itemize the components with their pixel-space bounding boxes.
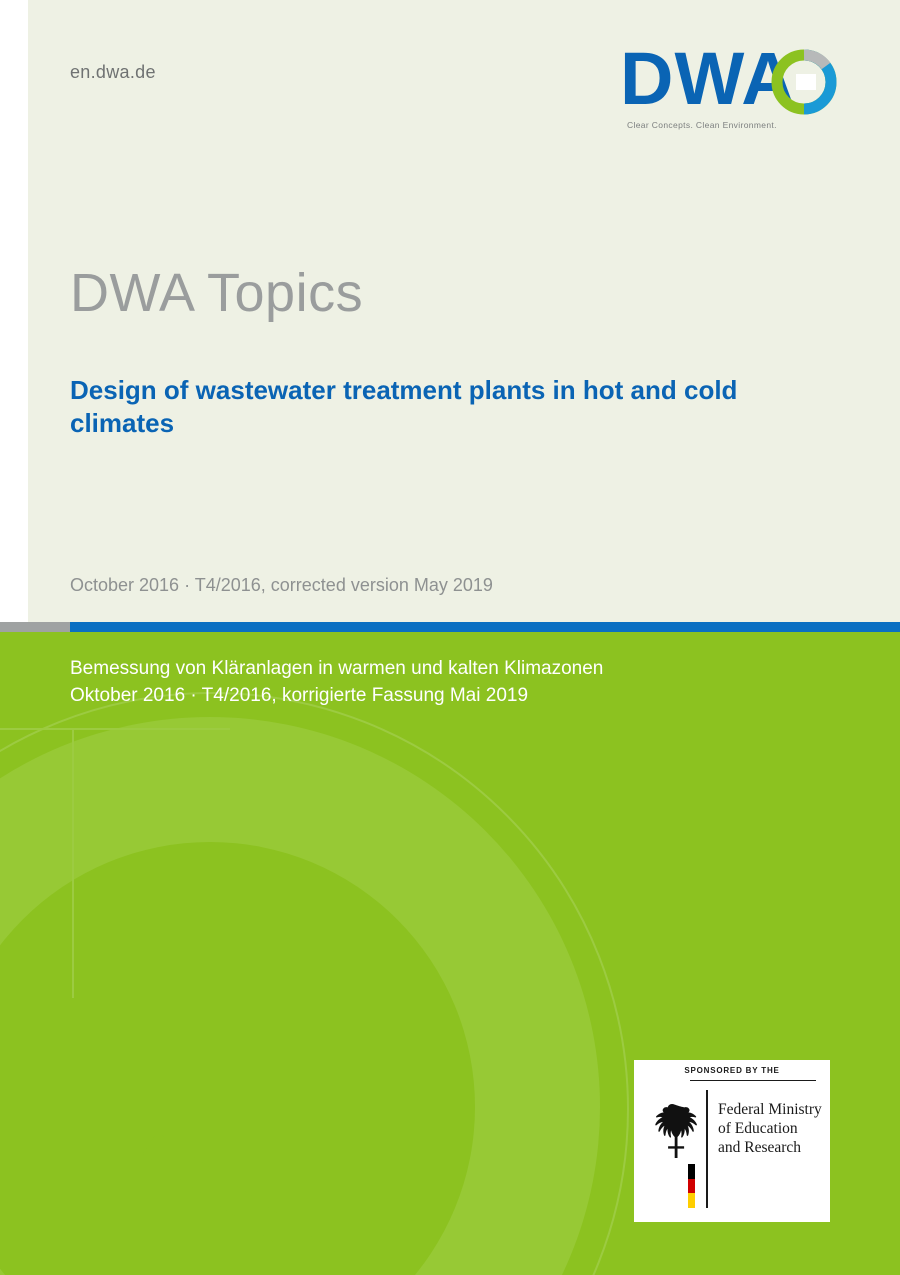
sponsor-logo [634,1060,830,1222]
decorative-ring-outer [0,717,600,1275]
decorative-ring-notch [143,1132,406,1275]
document-title: Design of wastewater treatment plants in hot and cold climates [70,375,738,438]
german-subtitle [70,655,830,709]
dwa-logo [620,42,845,142]
svg-text:DWA: DWA [620,42,796,120]
website-url: en.dwa.de [70,62,156,82]
decorative-vertical-line [72,728,74,998]
sponsor-name-line1: Federal Ministry [718,1101,822,1118]
series-title: DWA Topics [70,263,364,323]
left-white-strip [0,0,28,628]
cover-top-section [0,0,900,628]
dwa-logo-tagline: Clear Concepts. Clean Environment. [627,120,777,130]
publication-date: October 2016 · T4/2016, corrected version May 2019 [70,575,493,595]
federal-eagle-icon [644,1100,700,1158]
sponsor-header-text: SPONSORED BY THE [684,1066,780,1075]
german-subtitle-line2: Oktober 2016 · T4/2016, korrigierte Fassung Mai 2019 [70,685,529,706]
sponsor-name-line3: and Research [718,1139,802,1156]
blue-rule [70,622,900,632]
sponsor-name [718,1100,828,1157]
decorative-ring-hole [0,842,475,1275]
german-flag-icon [688,1164,695,1208]
sponsor-divider [706,1090,708,1208]
decorative-horizontal-line [0,728,230,730]
dwa-logo-mark [620,42,845,122]
decorative-arc-line [0,692,629,1275]
sponsor-name-line2: of Education [718,1120,798,1137]
german-subtitle-line1: Bemessung von Kläranlagen in warmen und kalten Klimazonen [70,658,604,679]
grey-rule [0,622,70,632]
sponsor-rule [690,1080,816,1081]
